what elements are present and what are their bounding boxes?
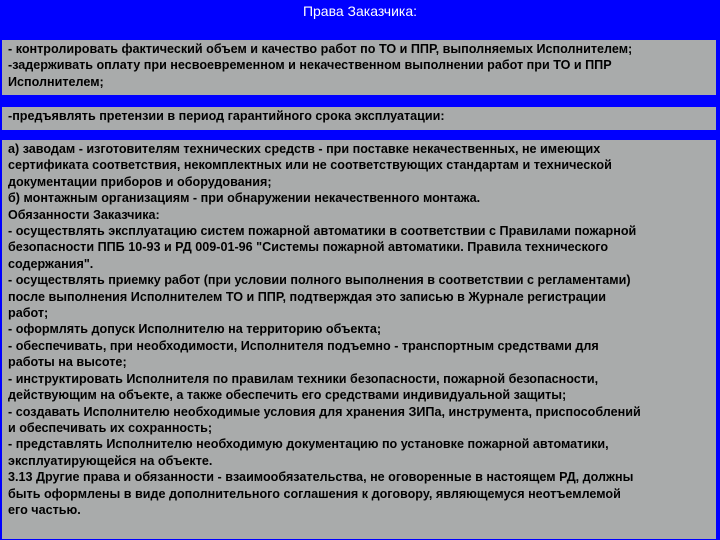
text-line: - представлять Исполнителю необходимую документацию по установке пожарной автоматики, — [8, 437, 609, 452]
text-line: - инструктировать Исполнителя по правилам техники безопасности, пожарной безопасности, — [8, 371, 599, 386]
text-line: - оформлять допуск Исполнителю на территорию объекта; — [8, 322, 382, 337]
text-line: - создавать Исполнителю необходимые условия для хранения ЗИПа, инструмента, приспособлений — [8, 404, 641, 419]
text-line: работы на высоте; — [8, 355, 127, 370]
text-line: безопасности ППБ 10-93 и РД 009-01-96 "Системы пожарной автоматики. Правила технического — [8, 240, 609, 255]
slide-title: Права Заказчика: — [302, 3, 418, 19]
section-heading: Обязанности Заказчика: — [8, 207, 160, 222]
text-line: - осуществлять эксплуатацию систем пожарной автоматики в соответствии с Правилами пожарной — [8, 224, 637, 239]
text-line: 3.13 Другие права и обязанности - взаимообязательства, не оговоренные в настоящем РД, должны — [8, 470, 634, 485]
text-line: - контролировать фактический объем и качество работ по ТО и ППР, выполняемых Исполнителем; — [8, 42, 633, 56]
text-line: содержания". — [8, 256, 94, 271]
text-line: - осуществлять приемку работ (при условии полного выполнения в соответствии с регламентами) — [8, 273, 631, 288]
text-line: - обеспечивать, при необходимости, Исполнителя подъемно - транспортным средствами для — [8, 338, 599, 353]
customer-duties-box — [2, 140, 716, 539]
text-line: его частью. — [8, 502, 81, 517]
text-line: документации приборов и оборудования; — [8, 174, 272, 189]
customer-rights-box — [2, 40, 716, 95]
text-line: действующим на объекте, а также обеспечить его средствами индивидуальной защиты; — [8, 388, 567, 403]
text-line: б) монтажным организациям - при обнаружении некачественного монтажа. — [8, 191, 481, 206]
text-line: -предъявлять претензии в период гарантийного срока эксплуатации: — [8, 109, 445, 123]
text-line: быть оформлены в виде дополнительного соглашения к договору, являющемуся неотъемлемой — [8, 486, 621, 501]
text-line: а) заводам - изготовителям технических средств - при поставке некачественных, не имеющих — [8, 142, 601, 156]
text-line: и обеспечивать их сохранность; — [8, 420, 213, 435]
text-line: работ; — [8, 306, 49, 321]
text-line: -задерживать оплату при несвоевременном и некачественном выполнении работ при ТО и ППР — [8, 58, 612, 73]
text-line: после выполнения Исполнителем ТО и ППР, подтверждая это записью в Журнале регистрации — [8, 289, 606, 304]
text-line: эксплуатирующейся на объекте. — [8, 453, 213, 468]
warranty-claims-box — [2, 107, 716, 130]
text-line: Исполнителем; — [8, 74, 104, 89]
text-line: сертификата соответствия, некомплектных или не соответствующих стандартам и технической — [8, 158, 612, 173]
